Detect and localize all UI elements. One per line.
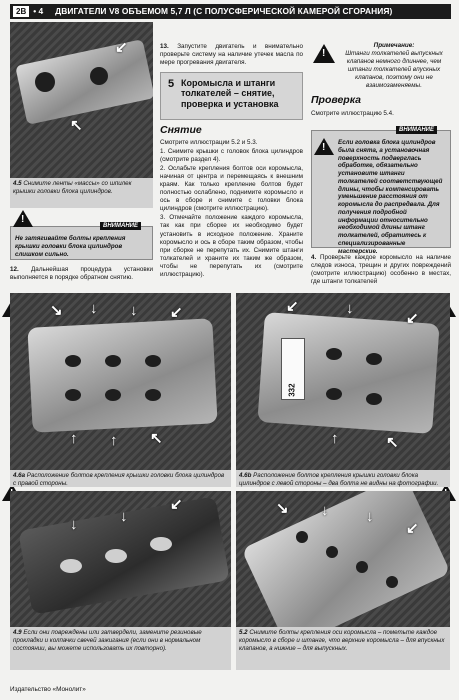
arrow-icon: ↓ <box>346 300 354 317</box>
arrow-icon: ↙ <box>406 520 419 537</box>
warning-triangle-icon <box>314 138 334 155</box>
warning-box-left <box>10 226 153 260</box>
arrow-icon: ↙ <box>170 496 183 513</box>
photo-4-5 <box>10 22 153 178</box>
arrow-icon: ↘ <box>50 302 63 319</box>
step-3: 3. Отмечайте положение каждого коромысла, так как при сборке их необходимо будет установить в исходное положение. Храните коромысло и ось в сборе таким образом, чтобы при сборке не перепутать их. Снимите штанги толкателей и храните их таким же образом, чтобы не перепутать их (смотрите иллюстрацию). <box>160 214 303 278</box>
section-heading-box <box>160 72 303 120</box>
part-number-label: 332 <box>287 383 297 397</box>
arrow-icon: ↓ <box>321 502 329 519</box>
warning-text: Не затягивайте болты крепления крышки головки блока цилиндров слишком сильно. <box>15 235 126 258</box>
caption-number: 4.5 <box>13 180 22 187</box>
warning-text: Если головка блока цилиндров была снята, а установочная поверхность подверглась обработке, обязательно установите штанги толкателей соответствующей длины, чтобы компенсировать уменьшение расстояния от коромысла до распредвала. Для получения подробной информации относительно необходимой длины штанг толкателей, обратитесь к специализированные мастерские. <box>338 139 443 255</box>
arrow-icon: ↘ <box>276 500 289 517</box>
photo-5-2 <box>236 491 450 627</box>
inspection-see: Смотрите иллюстрацию 5.4. <box>311 110 394 117</box>
warning-triangle-icon <box>13 210 33 227</box>
arrow-icon: ↙ <box>286 298 299 315</box>
paragraph-12: 12. Дальнейшая процедура установки выполняется в порядке обратном снятию. <box>10 266 153 282</box>
arrow-icon: ↑ <box>110 432 118 449</box>
step-2: 2. Ослабьте крепления болтов оси коромысла, начиная от центра и перемещаясь к внешним краям. Как только крепление болтов будет полностью ослаблено, поднимите коромысло и ось в сборе и снимите с головки блока цилиндров (смотрите иллюстрацию). <box>160 165 303 213</box>
chapter-number: 2B <box>13 6 29 17</box>
arrow-icon: ↙ <box>406 310 419 327</box>
page-number: • 4 <box>33 6 44 17</box>
page-header <box>10 4 451 19</box>
note-block <box>338 42 450 90</box>
arrow-icon: ↖ <box>70 117 83 134</box>
paragraph-13: 13. Запустите двигатель и внимательно проверьте систему на наличие утечек масла по мере прогревания двигателя. <box>160 43 303 67</box>
arrow-icon: ↑ <box>70 430 78 447</box>
photo-caption-4-9: 4.9 Если они повреждены или затвердели, замените резиновые прокладки и колпачки свечей зажигания (если они в нормальном состоянии, вы можете использовать их повторно). <box>10 627 231 670</box>
warning-label: ВНИМАНИЕ <box>396 126 437 134</box>
page-title: ДВИГАТЕЛИ V8 ОБЪЕМОМ 5,7 Л (С ПОЛУСФЕРИЧЕСКОЙ КАМЕРОЙ СГОРАНИЯ) <box>55 6 393 17</box>
footer-publisher: Издательство «Монолит» <box>10 686 86 693</box>
arrow-icon: ↓ <box>366 508 374 525</box>
caption-text: Снимите ленты «массы» со шпилек крышки головки блока цилиндров. <box>13 180 132 195</box>
step-1: 1. Снимите крышки с головок блока цилиндров (смотрите раздел 4). <box>160 148 303 164</box>
arrow-icon: ↙ <box>170 304 183 321</box>
photo-4-6a <box>10 293 231 470</box>
note-label: Примечание: <box>373 42 415 49</box>
photo-caption-5-2: 5.2 Снимите болты крепления оси коромысла – пометьте каждое коромысло в сборе и штанге, что верхние коромысла – для впускных клапанов, а нижние – для выпускных. <box>236 627 450 670</box>
arrow-icon: ↓ <box>130 302 138 319</box>
arrow-icon: ↓ <box>120 508 128 525</box>
note-hand-icon <box>311 44 335 66</box>
section-title: Коромысла и штанги толкателей – снятие, проверка и установка <box>181 78 279 109</box>
photo-caption-4-5 <box>10 178 153 208</box>
arrow-icon: ↓ <box>70 516 78 533</box>
note-text: Штанги толкателей выпускных клапанов немного длиннее, чем штанги толкателей впускных клапанов, поэтому они не взаимозаменяемы. <box>345 50 443 90</box>
photo-4-9 <box>10 491 231 627</box>
photo-4-6b <box>236 293 450 470</box>
removal-steps: Смотрите иллюстрации 5.2 и 5.3. 1. Снимите крышки с головок блока цилиндров (смотрите раздел 4). 2. Ослабьте крепления болтов оси коромысла, начиная от центра и перемещаясь к внешним краям. Как только крепление болтов будет полностью ослаблено, поднимите коромысло и ось в сборе и снимите с головки блока цилиндров (смотрите иллюстрацию). 3. Отмечайте положение каждого коромысла, так как при сборке их необходимо будет установить в исходное положение. Храните коромысло и ось в сборе таким образом, чтобы при сборке не перепутать их. Снимите штанги толкателей и храните их таким же образом, чтобы не перепутать их (смотрите иллюстрацию). <box>160 139 303 278</box>
arrow-icon: ↑ <box>331 430 339 447</box>
arrow-icon: ↓ <box>90 300 98 317</box>
subhead-removal: Снятие <box>160 124 202 136</box>
arrow-icon: ↙ <box>115 39 128 56</box>
paragraph-4: 4. Проверьте каждое коромысло на наличие следов износа, трещин и других повреждений (смотрите иллюстрацию) особенно в местах, где штанги толкателей <box>311 254 451 286</box>
subhead-inspection: Проверка <box>311 94 362 106</box>
warning-label: ВНИМАНИЕ <box>100 222 141 230</box>
photo-caption-4-6a: 4.6a Расположение болтов крепления крышки головки блока цилиндров с правой стороны. <box>10 470 231 487</box>
section-number: 5 <box>168 78 175 90</box>
arrow-icon: ↖ <box>150 430 163 447</box>
arrow-icon: ↖ <box>386 434 399 451</box>
photo-caption-4-6b: 4.6b Расположение болтов крепления крышки головки блока цилиндров с левой стороны – два болта не видны на фотографии. <box>236 470 450 487</box>
